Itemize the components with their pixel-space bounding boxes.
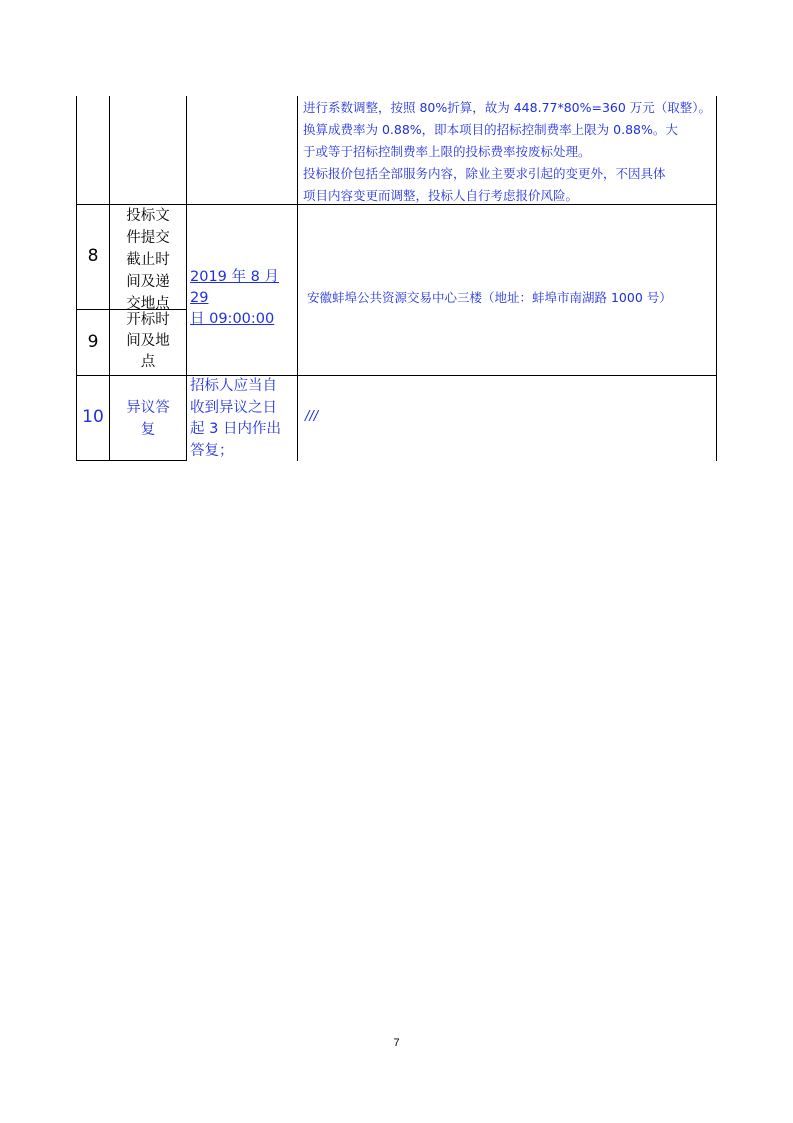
row-10-number: 10 bbox=[82, 407, 104, 427]
continuation-line: 项目内容变更而调整，投标人自行考虑报价风险。 bbox=[303, 188, 579, 203]
row-9-label-line: 开标时 bbox=[126, 312, 170, 328]
row-8-label-line: 交地点 bbox=[126, 296, 170, 312]
row-10-content-line: 答复； bbox=[190, 442, 234, 459]
row-10-content-line: 起 3 日内作出 bbox=[190, 421, 281, 437]
continuation-text-cell bbox=[303, 97, 716, 207]
table-border-right bbox=[716, 96, 717, 461]
row-10-content-line: 收到异议之日 bbox=[190, 399, 277, 416]
row-10-label-line: 异议答 bbox=[126, 400, 170, 416]
bid-datetime-line: 日 09:00:00 bbox=[190, 311, 275, 327]
row-8-label-line: 间及递 bbox=[126, 274, 170, 290]
bid-datetime-line: 2019 年 8 月 29 bbox=[190, 269, 279, 306]
row-10-remark: /// bbox=[305, 409, 319, 424]
row-8-label-line: 投标文 bbox=[126, 208, 170, 224]
row-8-number: 8 bbox=[87, 246, 99, 266]
row-10-content bbox=[190, 376, 296, 462]
continuation-line: 投标报价包括全部服务内容，除业主要求引起的变更外，不因具体 bbox=[303, 166, 666, 181]
row-8-label-line: 截止时 bbox=[126, 252, 170, 268]
column-divider-3 bbox=[297, 96, 298, 461]
page-number: 7 bbox=[393, 1037, 400, 1049]
bid-location-cell bbox=[307, 287, 715, 309]
bid-location-text: 安徽蚌埠公共资源交易中心三楼（地址：蚌埠市南湖路 1000 号） bbox=[307, 290, 672, 305]
continuation-line: 于或等于招标控制费率上限的投标费率按废标处理。 bbox=[303, 144, 591, 159]
row-9-label-line: 点 bbox=[140, 354, 156, 370]
row-9-label-line: 间及地 bbox=[126, 333, 170, 349]
row-8-label-line: 件提交 bbox=[126, 230, 170, 246]
row-10-label-line: 复 bbox=[140, 422, 156, 438]
row-9-number: 9 bbox=[87, 332, 99, 352]
row-9-label bbox=[110, 310, 186, 373]
row-divider-9-10 bbox=[76, 375, 717, 376]
row-10-content-line: 招标人应当自 bbox=[190, 378, 277, 394]
continuation-line: 进行系数调整，按照 80%折算，故为 448.77*80%=360 万元（取整）。 bbox=[303, 100, 712, 115]
table-bottom-partial bbox=[76, 460, 187, 461]
continuation-line: 换算成费率为 0.88%，即本项目的招标控制费率上限为 0.88%。大 bbox=[303, 122, 678, 137]
column-divider-2 bbox=[186, 96, 187, 461]
row-8-label bbox=[110, 205, 186, 315]
bid-datetime-cell bbox=[190, 267, 296, 330]
row-10-label bbox=[110, 397, 186, 441]
